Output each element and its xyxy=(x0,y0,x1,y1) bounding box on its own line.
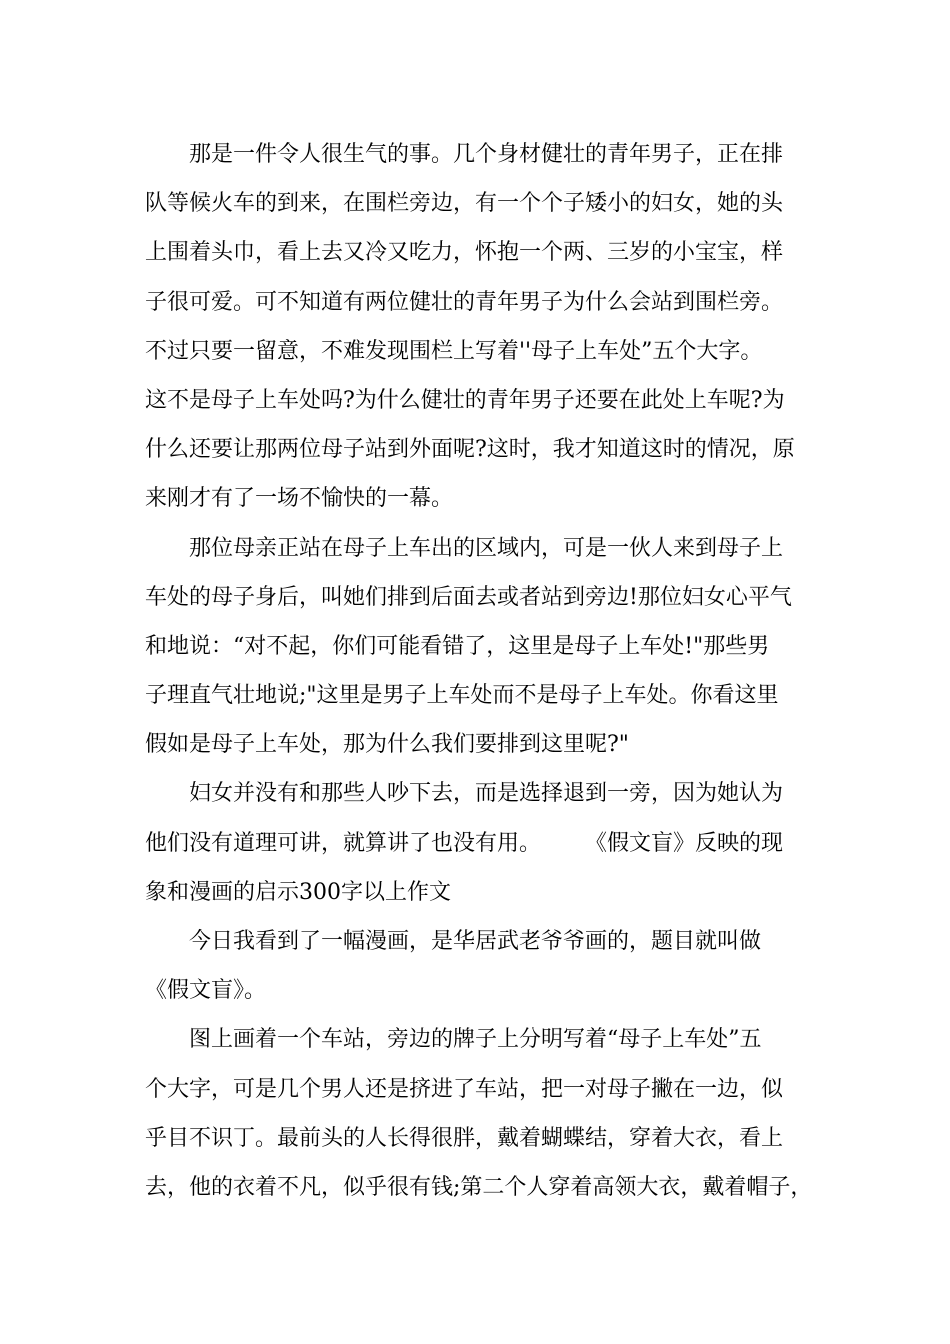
text-line: 去，他的衣着不凡，似乎很有钱;第二个人穿着高领大衣，戴着帽子， xyxy=(145,1174,813,1200)
text-line: 《假文盲》。 xyxy=(145,978,267,1004)
text-line: 不过只要一留意，不难发现围栏上写着''母子上车处”五个大字。 xyxy=(145,338,763,364)
text-line: 子理直气壮地说;"这里是男子上车处而不是母子上车处。你看这里 xyxy=(145,683,779,709)
text-line: 妇女并没有和那些人吵下去，而是选择退到一旁，因为她认为 xyxy=(145,781,784,807)
essay-text xyxy=(145,130,825,1212)
text-line: 那位母亲正站在母子上车出的区域内，可是一伙人来到母子上 xyxy=(145,535,784,561)
text-line: 上围着头巾，看上去又冷又吃力，怀抱一个两、三岁的小宝宝，样 xyxy=(145,240,784,266)
text-line: 什么还要让那两位母子站到外面呢?这时，我才知道这时的情况，原 xyxy=(145,437,795,463)
text-line: 象和漫画的启示300字以上作文 xyxy=(145,879,451,905)
text-line: 个大字，可是几个男人还是挤进了车站，把一对母子撇在一边，似 xyxy=(145,1076,784,1102)
text-line: 假如是母子上车处，那为什么我们要排到这里呢?" xyxy=(145,732,629,758)
text-line: 队等候火车的到来，在围栏旁边，有一个个子矮小的妇女，她的头 xyxy=(145,191,784,217)
text-line: 那是一件令人很生气的事。几个身材健壮的青年男子，正在排 xyxy=(145,142,784,167)
text-line: 这不是母子上车处吗?为什么健壮的青年男子还要在此处上车呢?为 xyxy=(145,387,785,413)
text-line: 图上画着一个车站，旁边的牌子上分明写着“母子上车处”五 xyxy=(145,1027,762,1053)
text-line: 子很可爱。可不知道有两位健壮的青年男子为什么会站到围栏旁。 xyxy=(145,289,784,315)
text-line: 他们没有道理可讲，就算讲了也没有用。 《假文盲》反映的现 xyxy=(145,830,784,856)
text-line: 乎目不识丁。最前头的人长得很胖，戴着蝴蝶结，穿着大衣，看上 xyxy=(145,1125,784,1151)
text-line: 今日我看到了一幅漫画，是华居武老爷爷画的，题目就叫做 xyxy=(145,929,762,954)
text-line: 来刚才有了一场不愉快的一幕。 xyxy=(145,486,454,512)
text-line: 车处的母子身后，叫她们排到后面去或者站到旁边!那位妇女心平气 xyxy=(145,584,792,610)
text-line: 和地说：“对不起，你们可能看错了，这里是母子上车处!"那些男 xyxy=(145,633,770,659)
